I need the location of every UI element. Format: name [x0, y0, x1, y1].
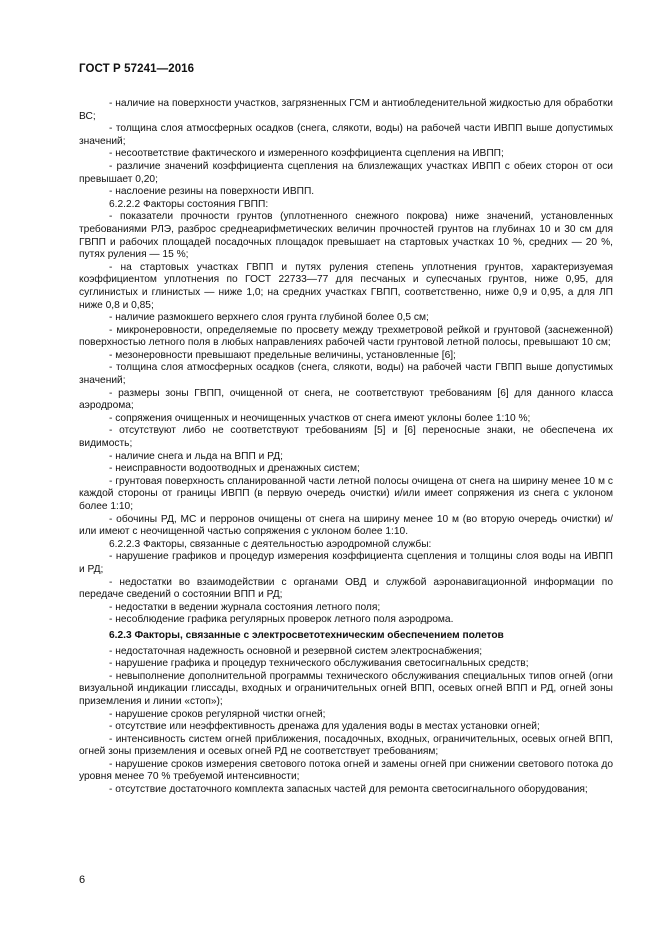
paragraph: - отсутствие достаточного комплекта запасных частей для ремонта светосигнального оборудования;	[109, 784, 588, 796]
paragraph: - грунтовая поверхность спланированной части летной полосы очищена от снега на ширину менее 10 м с каждой стороны от границы ИВПП (в первую очередь очистки) и/или имеет сопряжения из снега с уклоном более 1:10;	[79, 475, 613, 512]
paragraph: - размеры зоны ГВПП, очищенной от снега, не соответствуют требованиям [6] для данного класса аэродрома;	[79, 387, 613, 412]
standard-header: ГОСТ Р 57241—2016	[79, 63, 195, 75]
paragraph: - сопряжения очищенных и неочищенных участков от снега имеют уклоны более 1:10 %;	[109, 412, 531, 424]
paragraph: - несоответствие фактического и измеренного коэффициента сцепления на ИВПП;	[109, 148, 504, 160]
paragraph: - мезонеровности превышают предельные величины, установленные [6];	[109, 349, 456, 361]
paragraph: - невыполнение дополнительной программы технического обслуживания специальных типов огней (огни визуальной индикации глиссады, входных и ограничительных огней ВПП, осевых огней ВПП и РД, огней зоны приземления и линии «стоп»);	[79, 670, 613, 707]
paragraph: - несоблюдение графика регулярных проверок летного поля аэродрома.	[109, 614, 454, 626]
paragraph: - толщина слоя атмосферных осадков (снега, слякоти, воды) на рабочей части ИВПП выше допустимых значений;	[79, 123, 613, 147]
paragraph: - нарушение сроков регулярной чистки огней;	[109, 708, 326, 720]
paragraph: - наличие на поверхности участков, загрязненных ГСМ и антиобледенительной жидкостью для обработки ВС;	[79, 98, 613, 122]
paragraph: - отсутствие или неэффективность дренажа для удаления воды в местах установки огней;	[109, 721, 540, 733]
paragraph: - наличие размокшего верхнего слоя грунта глубиной более 0,5 см;	[109, 312, 429, 324]
paragraph: - нарушение сроков измерения светового потока огней и замены огней при снижении светового потока до уровня менее 70 % требуемой интенсивности;	[79, 758, 613, 783]
paragraph: - различие значений коэффициента сцепления на близлежащих участках ИВПП с обеих сторон от оси превышает 0,20;	[79, 160, 613, 185]
paragraph: - отсутствуют либо не соответствуют требованиям [5] и [6] переносные знаки, не обеспечена их видимость;	[79, 425, 613, 450]
paragraph: - интенсивность систем огней приближения, посадочных, входных, ограничительных, осевых огней ВПП, огней зоны приземления и осевых огней РД не соответствует требованиям;	[79, 733, 613, 758]
paragraph: - недостатки во взаимодействии с органами ОВД и службой аэронавигационной информации по передаче сведений о состоянии ВПП и РД;	[79, 576, 613, 601]
document-body	[79, 98, 613, 797]
paragraph: - микронеровности, определяемые по просвету между трехметровой рейкой и грунтовой (заснеженной) поверхностью летного поля в любых направлениях рабочей части грунтовой летной полосы, превышают 10 см;	[79, 324, 613, 349]
paragraph: - толщина слоя атмосферных осадков (снега, слякоти, воды) на рабочей части ГВПП выше допустимых значений;	[79, 362, 613, 387]
page-number: 6	[79, 874, 86, 886]
paragraph: - наслоение резины на поверхности ИВПП.	[109, 186, 315, 198]
paragraph: - наличие снега и льда на ВПП и РД;	[109, 450, 283, 462]
paragraph: - обочины РД, МС и перронов очищены от снега на ширину менее 10 м (во вторую очередь очистки) и/или имеют с неочищенной частью сопряжения с уклоном более 1:10.	[79, 513, 613, 538]
paragraph: - на стартовых участках ГВПП и путях руления степень уплотнения грунтов, характеризуемая коэффициентом уплотнения по ГОСТ 22733—77 для песчаных и супесчаных грунтов, ниже 0,95, для суглинистых и глинистых — ниже 1,0; на средних участках ГВПП, соответственно, ниже 0,9 и 0,95, а для ЛП ниже 0,8 и 0,85;	[79, 261, 613, 311]
paragraph: - недостатки в ведении журнала состояния летного поля;	[109, 601, 381, 613]
paragraph: - недостаточная надежность основной и резервной систем электроснабжения;	[109, 645, 483, 657]
paragraph: - нарушение графика и процедур технического обслуживания светосигнальных средств;	[109, 658, 529, 670]
paragraph: 6.2.2.3 Факторы, связанные с деятельностью аэродромной службы:	[109, 538, 432, 550]
paragraph: - показатели прочности грунтов (уплотненного снежного покрова) ниже значений, установленных требованиями РЛЭ, разброс среднеарифметических величин прочностей грунтов на глубинах 10 и 30 см для ГВПП и рабочих площадей посадочных площадок превышает на стартовых участках 10 %, средних — 20 %, путях руления — 15 %;	[79, 211, 613, 261]
section-heading: 6.2.3 Факторы, связанные с электросветотехническим обеспечением полетов	[109, 629, 504, 641]
paragraph: 6.2.2.2 Факторы состояния ГВПП:	[109, 198, 269, 210]
paragraph: - неисправности водоотводных и дренажных систем;	[109, 463, 360, 475]
paragraph: - нарушение графиков и процедур измерения коэффициента сцепления и толщины слоя воды на ИВПП и РД;	[79, 551, 613, 575]
